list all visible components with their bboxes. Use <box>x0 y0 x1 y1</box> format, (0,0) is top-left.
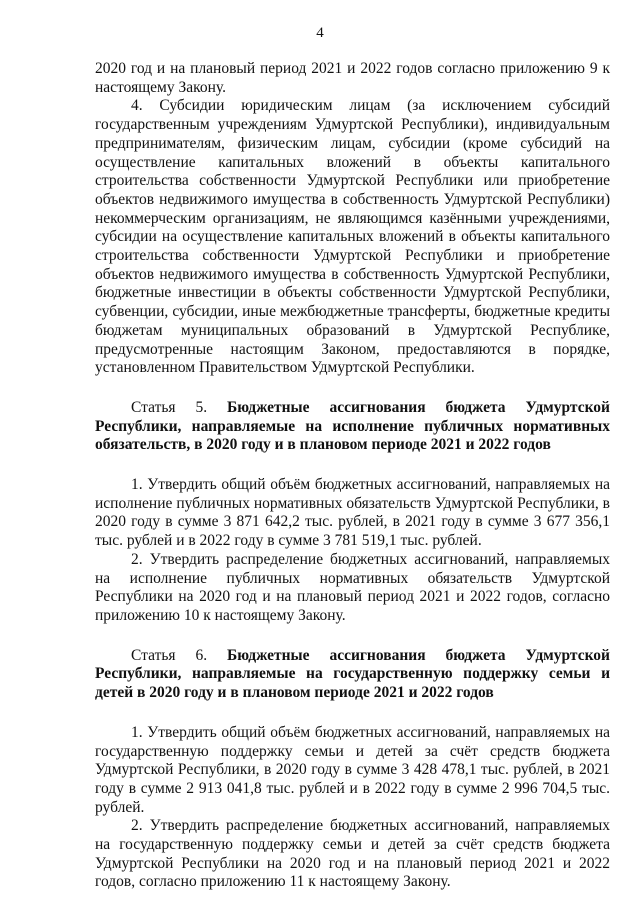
article-5-paragraph-1: 1. Утвердить общий объём бюджетных ассигнований, направляемых на исполнение публичных нормативных обязательств Удмуртской Республики, в 2020 году в сумме 3 871 642,2 тыс. рублей, в 2021 году в сумме 3 677 356,1 тыс. рублей и в 2022 году в сумме 3 781 519,1 тыс. рублей. <box>95 476 610 550</box>
article-5-heading <box>95 399 610 455</box>
article-6-title: Бюджетные ассигнования бюджета Удмуртской Республики, направляемые на государственную поддержку семьи и детей в 2020 году и в плановом периоде 2021 и 2022 годов <box>95 646 610 702</box>
article-6-paragraph-2: 2. Утвердить распределение бюджетных ассигнований, направляемых на государственную поддержку семьи и детей за счёт средств бюджета Удмуртской Республики на 2020 год и на плановый период 2021 и 2022 годов, согласно приложению 11 к настоящему Закону. <box>95 817 610 891</box>
article-5-label: Статья 5. <box>131 398 228 416</box>
page-number: 4 <box>316 25 324 41</box>
article-5-paragraph-2: 2. Утвердить распределение бюджетных ассигнований, направляемых на исполнение публичных нормативных обязательств Удмуртской Республики на 2020 год и на плановый период 2021 и 2022 годов, согласно приложению 10 к настоящему Закону. <box>95 550 610 624</box>
article-6-paragraph-1: 1. Утвердить общий объём бюджетных ассигнований, направляемых на государственную поддержку семьи и детей за счёт средств бюджета Удмуртской Республики, в 2020 году в сумме 3 428 478,1 тыс. рублей, в 2021 году в сумме 2 913 041,8 тыс. рублей и в 2022 году в сумме 2 996 704,5 тыс. рублей. <box>95 723 610 816</box>
intro-paragraph-tail: 2020 год и на плановый период 2021 и 2022 годов согласно приложению 9 к настоящему Закону. <box>95 60 610 96</box>
article-5-title: Бюджетные ассигнования бюджета Удмуртской Республики, направляемые на исполнение публичных нормативных обязательств, в 2020 году и в плановом периоде 2021 и 2022 годов <box>95 398 610 454</box>
article-6-label: Статья 6. <box>131 646 228 664</box>
article-6-heading <box>95 647 610 703</box>
item-4-paragraph: 4. Субсидии юридическим лицам (за исключением субсидий государственным учреждениям Удмуртской Республики), индивидуальным предпринимателям, физическим лицам, субсидии (кроме субсидий на осуществление капитальных вложений в объекты капитального строительства собственности Удмуртской Республики или приобретение объектов недвижимого имущества в собственность Удмуртской Республики) некоммерческим организациям, не являющимся казёнными учреждениями, субсидии на осуществление капитальных вложений в объекты капитального строительства собственности Удмуртской Республики и приобретение объектов недвижимого имущества в собственность Удмуртской Республики, бюджетные инвестиции в объекты собственности Удмуртской Республики, субвенции, субсидии, иные межбюджетные трансферты, бюджетные кредиты бюджетам муниципальных образований в Удмуртской Республике, предусмотренные настоящим Законом, предоставляются в порядке, установленном Правительством Удмуртской Республики. <box>95 97 610 377</box>
document-body <box>95 60 610 892</box>
